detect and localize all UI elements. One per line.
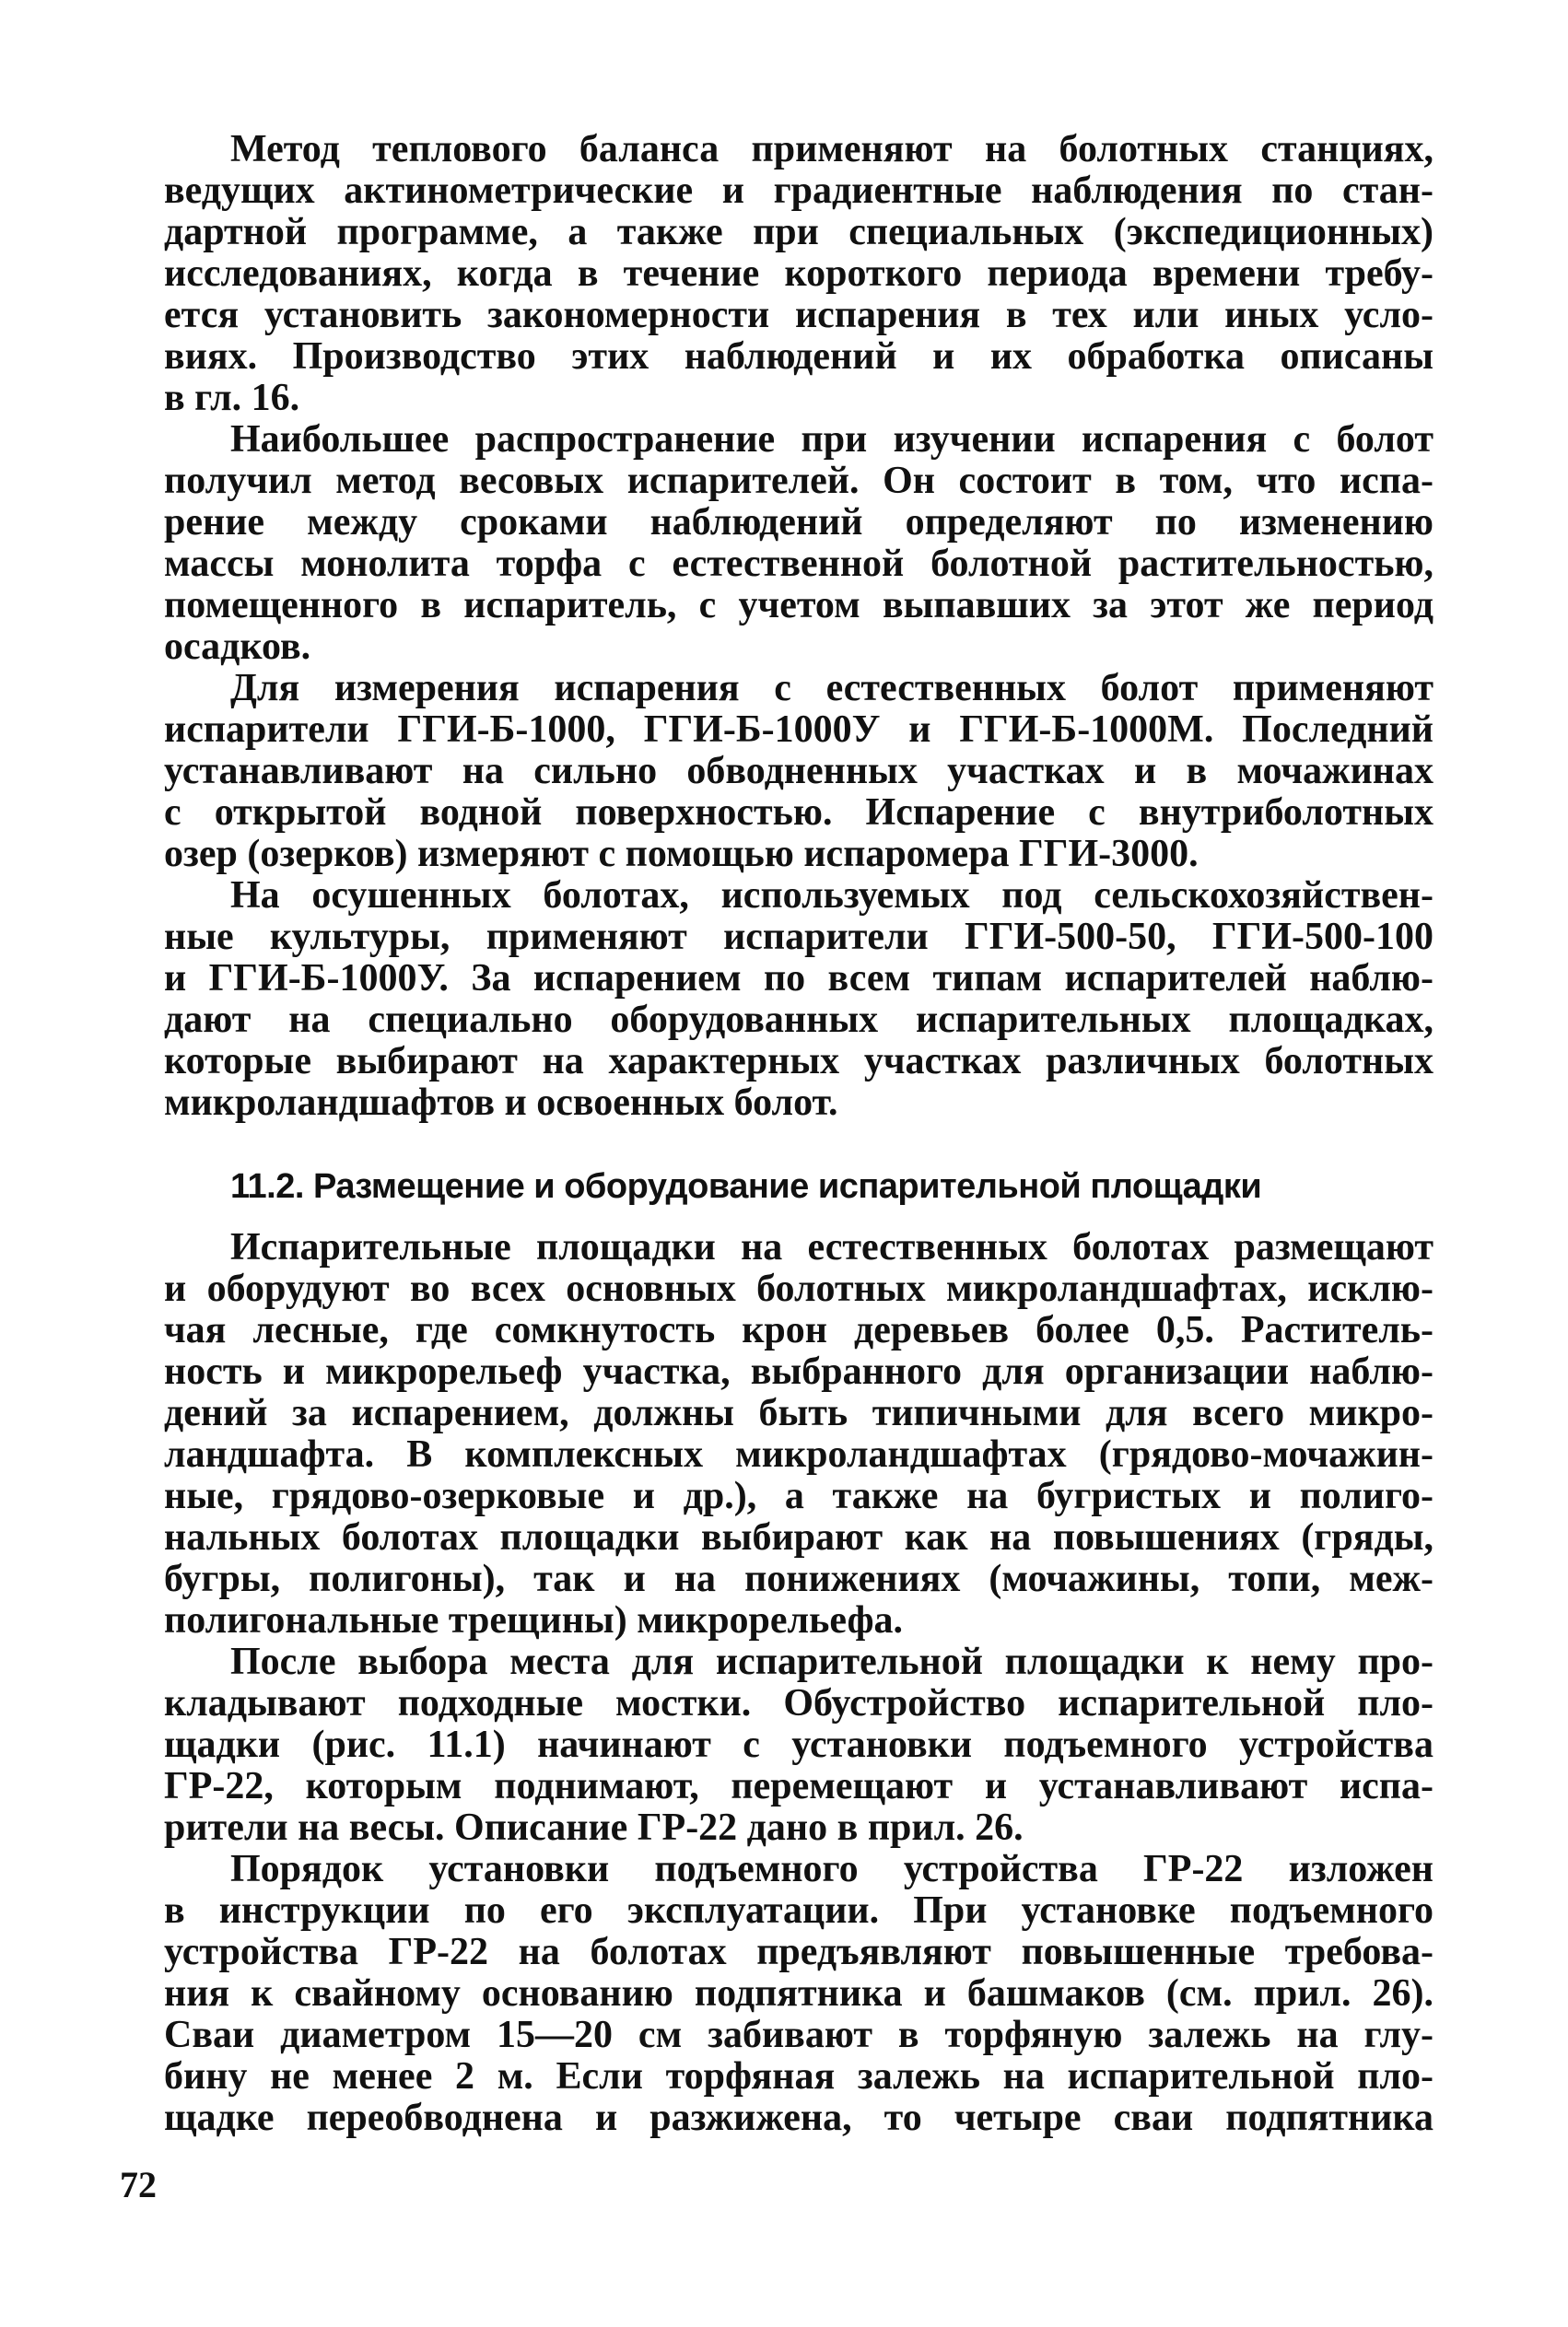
text-line: массы монолита торфа с естественной болотной растительностью, [164, 543, 1433, 585]
page-body [164, 129, 1433, 2139]
text-line: щадке переобводнена и разжижена, то четыре сваи подпятника [164, 2097, 1433, 2139]
text-line: Испарительные площадки на естественных болотах размещают [230, 1226, 1433, 1269]
text-line: На осушенных болотах, используемых под сельскохозяйствен- [230, 874, 1433, 917]
text-line: и оборудуют во всех основных болотных микроландшафтах, исклю- [164, 1268, 1433, 1310]
text-line: дартной программе, а также при специальных (экспедиционных) [164, 211, 1433, 253]
text-line: которые выбирают на характерных участках различных болотных [164, 1040, 1433, 1082]
text-line: ния к свайному основанию подпятника и башмаков (см. прил. 26). [164, 1972, 1433, 2015]
paragraph [164, 668, 1433, 875]
paragraph [164, 419, 1433, 668]
text-line: испарители ГГИ-Б-1000, ГГИ-Б-1000У и ГГИ-Б-1000М. Последний [164, 708, 1433, 751]
text-line: помещенного в испаритель, с учетом выпавших за этот же период [164, 584, 1433, 626]
text-line: дают на специально оборудованных испарительных площадках, [164, 999, 1433, 1041]
text-line: После выбора места для испарительной площадки к нему про- [230, 1641, 1433, 1683]
text-line: ные, грядово-озерковые и др.), а также на бугристых и полиго- [164, 1475, 1433, 1517]
text-line: ГР-22, которым поднимают, перемещают и устанавливают испа- [164, 1765, 1433, 1807]
text-line: рители на весы. Описание ГР-22 дано в прил. 26. [164, 1807, 1024, 1849]
paragraph [164, 1849, 1433, 2139]
text-line: чая лесные, где сомкнутость крон деревьев более 0,5. Раститель- [164, 1309, 1433, 1351]
text-line: ется установить закономерности испарения в тех или иных усло- [164, 294, 1433, 336]
text-line: в инструкции по его эксплуатации. При установке подъемного [164, 1889, 1433, 1932]
text-line: Порядок установки подъемного устройства ГР-22 изложен [230, 1848, 1433, 1890]
text-line: и ГГИ-Б-1000У. За испарением по всем типам испарителей наблю- [164, 957, 1433, 1000]
text-line: получил метод весовых испарителей. Он состоит в том, что испа- [164, 460, 1433, 502]
text-line: Сваи диаметром 15—20 см забивают в торфяную залежь на глу- [164, 2014, 1433, 2056]
paragraph [164, 1227, 1433, 1642]
text-line: осадков. [164, 626, 311, 668]
text-line: Наибольшее распространение при изучении испарения с болот [230, 418, 1433, 461]
text-line: дений за испарением, должны быть типичными для всего микро- [164, 1392, 1433, 1434]
text-line: рение между сроками наблюдений определяют по изменению [164, 501, 1433, 544]
text-line: ведущих актинометрические и градиентные наблюдения по стан- [164, 170, 1433, 212]
paragraph [164, 875, 1433, 1124]
text-line: в гл. 16. [164, 377, 300, 419]
text-line: виях. Производство этих наблюдений и их обработка описаны [164, 335, 1433, 378]
page-number: 72 [120, 2164, 157, 2205]
text-line: полигональные трещины) микрорельефа. [164, 1599, 904, 1642]
text-line: ные культуры, применяют испарители ГГИ-500-50, ГГИ-500-100 [164, 916, 1433, 958]
text-line: нальных болотах площадки выбирают как на повышениях (гряды, [164, 1516, 1433, 1559]
paragraph [164, 129, 1433, 419]
text-line: ландшафта. В комплексных микроландшафтах (грядово-мочажин- [164, 1433, 1433, 1476]
text-line: озер (озерков) измеряют с помощью испаромера ГГИ-3000. [164, 833, 1199, 875]
text-line: устанавливают на сильно обводненных участках и в мочажинах [164, 750, 1433, 792]
text-line: Для измерения испарения с естественных болот применяют [230, 667, 1433, 709]
text-section-bottom [164, 1227, 1433, 2139]
text-line: с открытой водной поверхностью. Испарение с внутриболотных [164, 791, 1433, 834]
text-line: бину не менее 2 м. Если торфяная залежь на испарительной пло- [164, 2055, 1433, 2098]
paragraph [164, 1642, 1433, 1849]
text-line: исследованиях, когда в течение короткого периода времени требу- [164, 252, 1433, 295]
text-line: бугры, полигоны), так и на понижениях (мочажины, топи, меж- [164, 1558, 1433, 1600]
text-line: ность и микрорельеф участка, выбранного для организации наблю- [164, 1351, 1433, 1393]
text-line: Метод теплового баланса применяют на болотных станциях, [230, 128, 1433, 170]
text-line: устройства ГР-22 на болотах предъявляют повышенные требова- [164, 1931, 1433, 1973]
text-line: щадки (рис. 11.1) начинают с установки подъемного устройства [164, 1724, 1433, 1766]
text-line: микроландшафтов и освоенных болот. [164, 1082, 838, 1124]
text-section-top [164, 129, 1433, 1124]
section-heading: 11.2. Размещение и оборудование испарительной площадки [230, 1167, 1262, 1206]
text-line: кладывают подходные мостки. Обустройство испарительной пло- [164, 1682, 1433, 1725]
